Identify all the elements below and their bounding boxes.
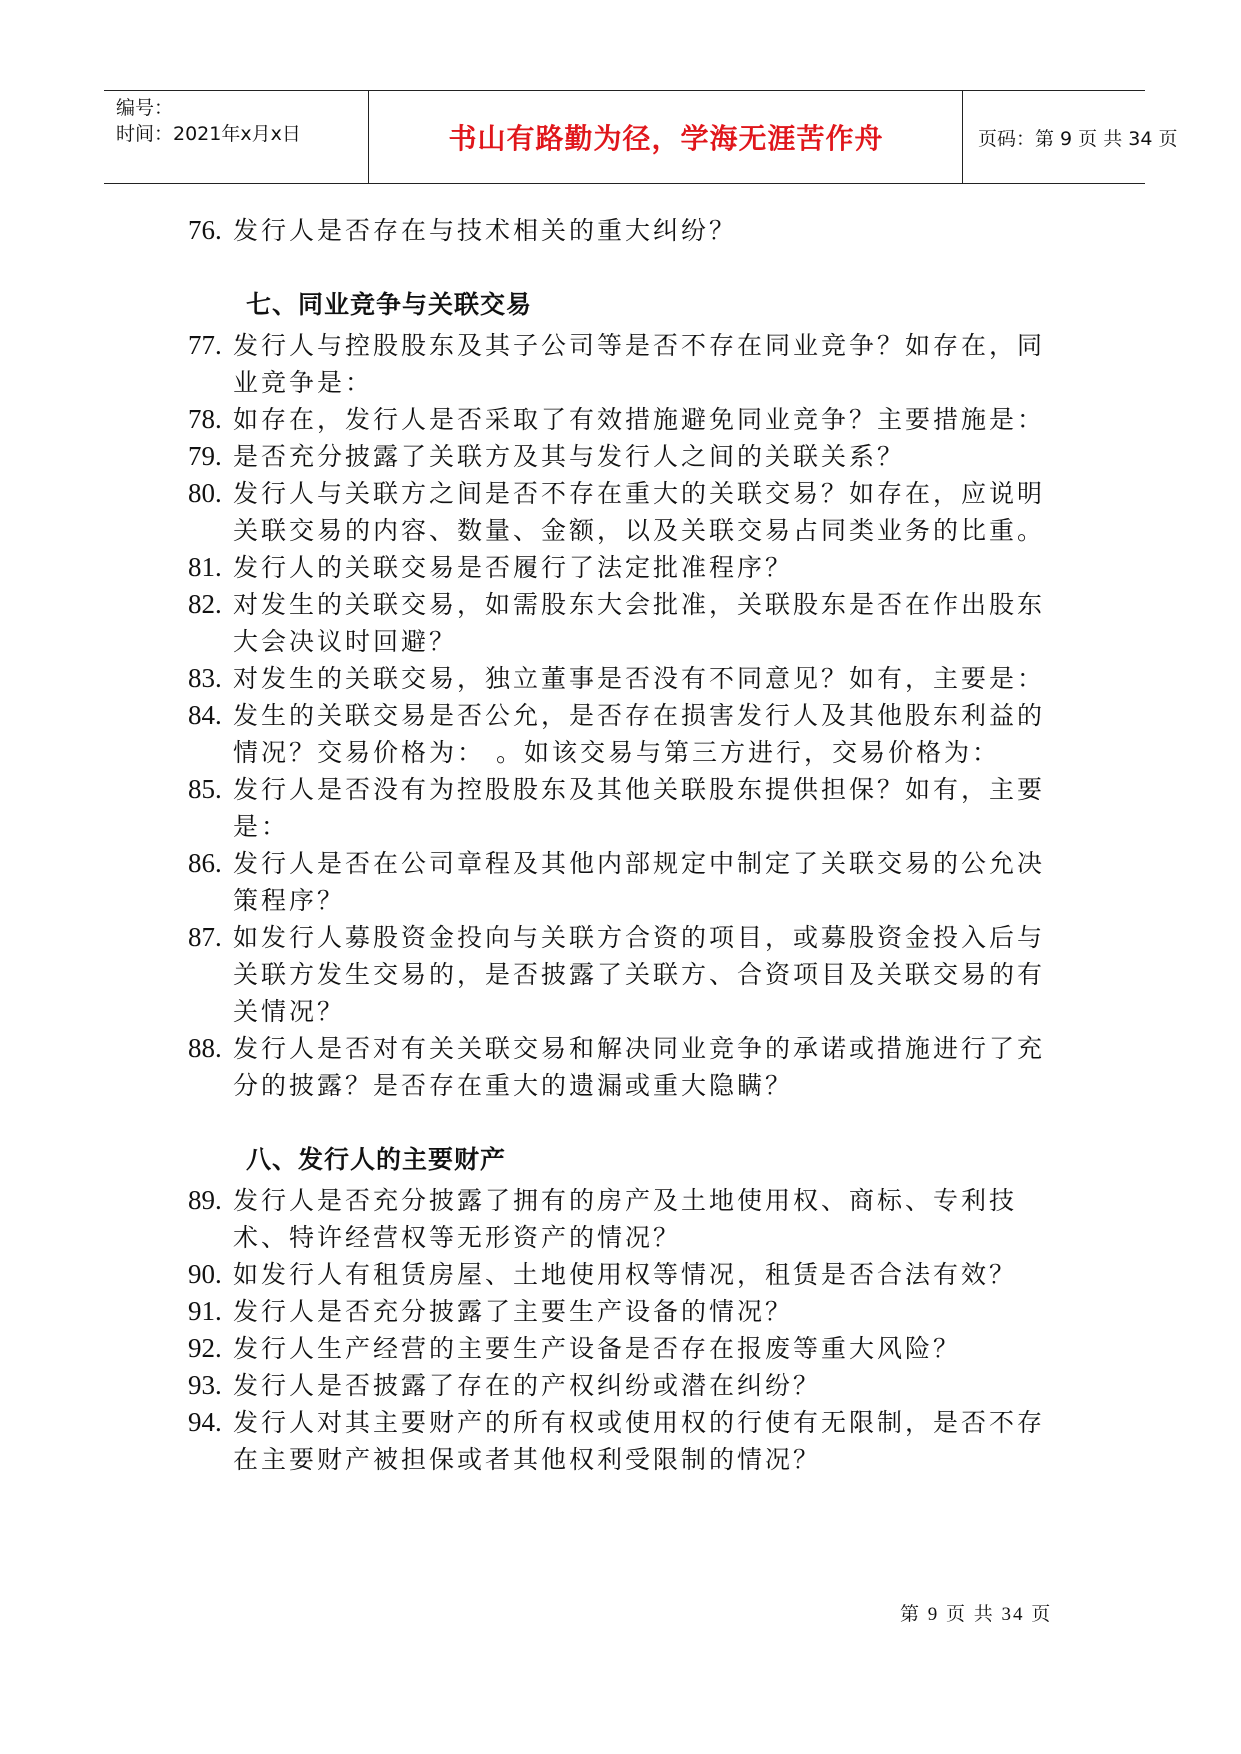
list-item bbox=[188, 475, 1068, 549]
item-number: 79. bbox=[188, 441, 222, 471]
list-item bbox=[188, 660, 1068, 697]
item-number: 77. bbox=[188, 330, 222, 360]
item-text: 对发生的关联交易，独立董事是否没有不同意见？如有，主要是： bbox=[233, 664, 1046, 693]
item-text: 发行人与控股股东及其子公司等是否不存在同业竞争？如存在，同业竞争是： bbox=[233, 331, 1046, 397]
list-item bbox=[188, 697, 1068, 771]
motto: 书山有路勤为径，学海无涯苦作舟 bbox=[448, 122, 884, 155]
item-number: 87. bbox=[188, 922, 222, 952]
item-text: 如存在，发行人是否采取了有效措施避免同业竞争？主要措施是： bbox=[233, 405, 1046, 434]
list-item bbox=[188, 1404, 1068, 1478]
item-number: 91. bbox=[188, 1296, 222, 1326]
item-number: 93. bbox=[188, 1370, 222, 1400]
page-header bbox=[104, 90, 1178, 184]
list-item bbox=[188, 771, 1068, 845]
list-item bbox=[188, 327, 1068, 401]
item-text: 发行人生产经营的主要生产设备是否存在报废等重大风险？ bbox=[233, 1334, 962, 1363]
item-number: 89. bbox=[188, 1185, 222, 1215]
list-item bbox=[188, 1330, 1068, 1367]
code-label: 编号： bbox=[116, 97, 174, 119]
item-number: 80. bbox=[188, 478, 222, 508]
list-item bbox=[188, 1256, 1068, 1293]
item-number: 92. bbox=[188, 1333, 222, 1363]
page-footer: 第 9 页 共 34 页 bbox=[900, 1604, 1053, 1625]
item-list bbox=[188, 327, 1068, 1104]
item-number: 90. bbox=[188, 1259, 222, 1289]
list-item bbox=[188, 586, 1068, 660]
item-text: 发行人是否披露了存在的产权纠纷或潜在纠纷？ bbox=[233, 1371, 822, 1400]
list-item bbox=[188, 919, 1068, 1030]
item-text: 对发生的关联交易，如需股东大会批准，关联股东是否在作出股东大会决议时回避？ bbox=[233, 590, 1046, 656]
date-line: 时间：2021年x月x日 bbox=[116, 123, 301, 145]
list-item bbox=[188, 1367, 1068, 1404]
list-item bbox=[188, 549, 1068, 586]
header-motto-cell bbox=[370, 91, 963, 183]
item-text: 发行人是否充分披露了主要生产设备的情况？ bbox=[233, 1297, 794, 1326]
item-list bbox=[188, 1182, 1068, 1478]
item-number: 84. bbox=[188, 700, 222, 730]
item-number: 85. bbox=[188, 774, 222, 804]
item-text: 发行人与关联方之间是否不存在重大的关联交易？如存在，应说明关联交易的内容、数量、金额，以及关联交易占同类业务的比重。 bbox=[233, 479, 1046, 545]
item-text: 如发行人募股资金投向与关联方合资的项目，或募股资金投入后与关联方发生交易的，是否披露了关联方、合资项目及关联交易的有关情况？ bbox=[233, 923, 1046, 1026]
page-code: 页码：第 9 页 共 34 页 bbox=[978, 127, 1178, 150]
item-text: 发行人的关联交易是否履行了法定批准程序？ bbox=[233, 553, 794, 582]
item-text: 发行人是否存在与技术相关的重大纠纷？ bbox=[233, 216, 738, 245]
header-page-cell bbox=[964, 91, 1178, 183]
section-heading-7: 七、同业竞争与关联交易 bbox=[246, 290, 533, 319]
list-item bbox=[188, 401, 1068, 438]
item-text: 如发行人有租赁房屋、土地使用权等情况，租赁是否合法有效？ bbox=[233, 1260, 1018, 1289]
item-text: 是否充分披露了关联方及其与发行人之间的关联关系？ bbox=[233, 442, 906, 471]
item-number: 88. bbox=[188, 1033, 222, 1063]
item-text: 发行人是否对有关关联交易和解决同业竞争的承诺或措施进行了充分的披露？是否存在重大的遗漏或重大隐瞒？ bbox=[233, 1034, 1046, 1100]
item-number: 78. bbox=[188, 404, 222, 434]
item-number: 83. bbox=[188, 663, 222, 693]
list-item bbox=[188, 1293, 1068, 1330]
item-number: 94. bbox=[188, 1407, 222, 1437]
item-text: 发行人是否充分披露了拥有的房产及土地使用权、商标、专利技术、特许经营权等无形资产的情况？ bbox=[233, 1186, 1018, 1252]
item-number: 76. bbox=[188, 215, 222, 245]
list-item bbox=[188, 438, 1068, 475]
item-text: 发生的关联交易是否公允，是否存在损害发行人及其他股东利益的情况？交易价格为： 。如该交易与第三方进行，交易价格为： bbox=[233, 701, 1046, 767]
list-item bbox=[188, 845, 1068, 919]
item-number: 81. bbox=[188, 552, 222, 582]
document-body bbox=[188, 212, 1068, 1478]
section-heading-8: 八、发行人的主要财产 bbox=[246, 1145, 507, 1174]
list-item bbox=[188, 1030, 1068, 1104]
list-item bbox=[188, 212, 1068, 249]
list-item bbox=[188, 1182, 1068, 1256]
item-text: 发行人对其主要财产的所有权或使用权的行使有无限制，是否不存在主要财产被担保或者其他权利受限制的情况？ bbox=[233, 1408, 1046, 1474]
item-list bbox=[188, 212, 1068, 249]
header-meta-cell bbox=[104, 91, 369, 183]
item-text: 发行人是否没有为控股股东及其他关联股东提供担保？如有，主要是： bbox=[233, 775, 1046, 841]
item-number: 82. bbox=[188, 589, 222, 619]
item-number: 86. bbox=[188, 848, 222, 878]
item-text: 发行人是否在公司章程及其他内部规定中制定了关联交易的公允决策程序？ bbox=[233, 849, 1046, 915]
